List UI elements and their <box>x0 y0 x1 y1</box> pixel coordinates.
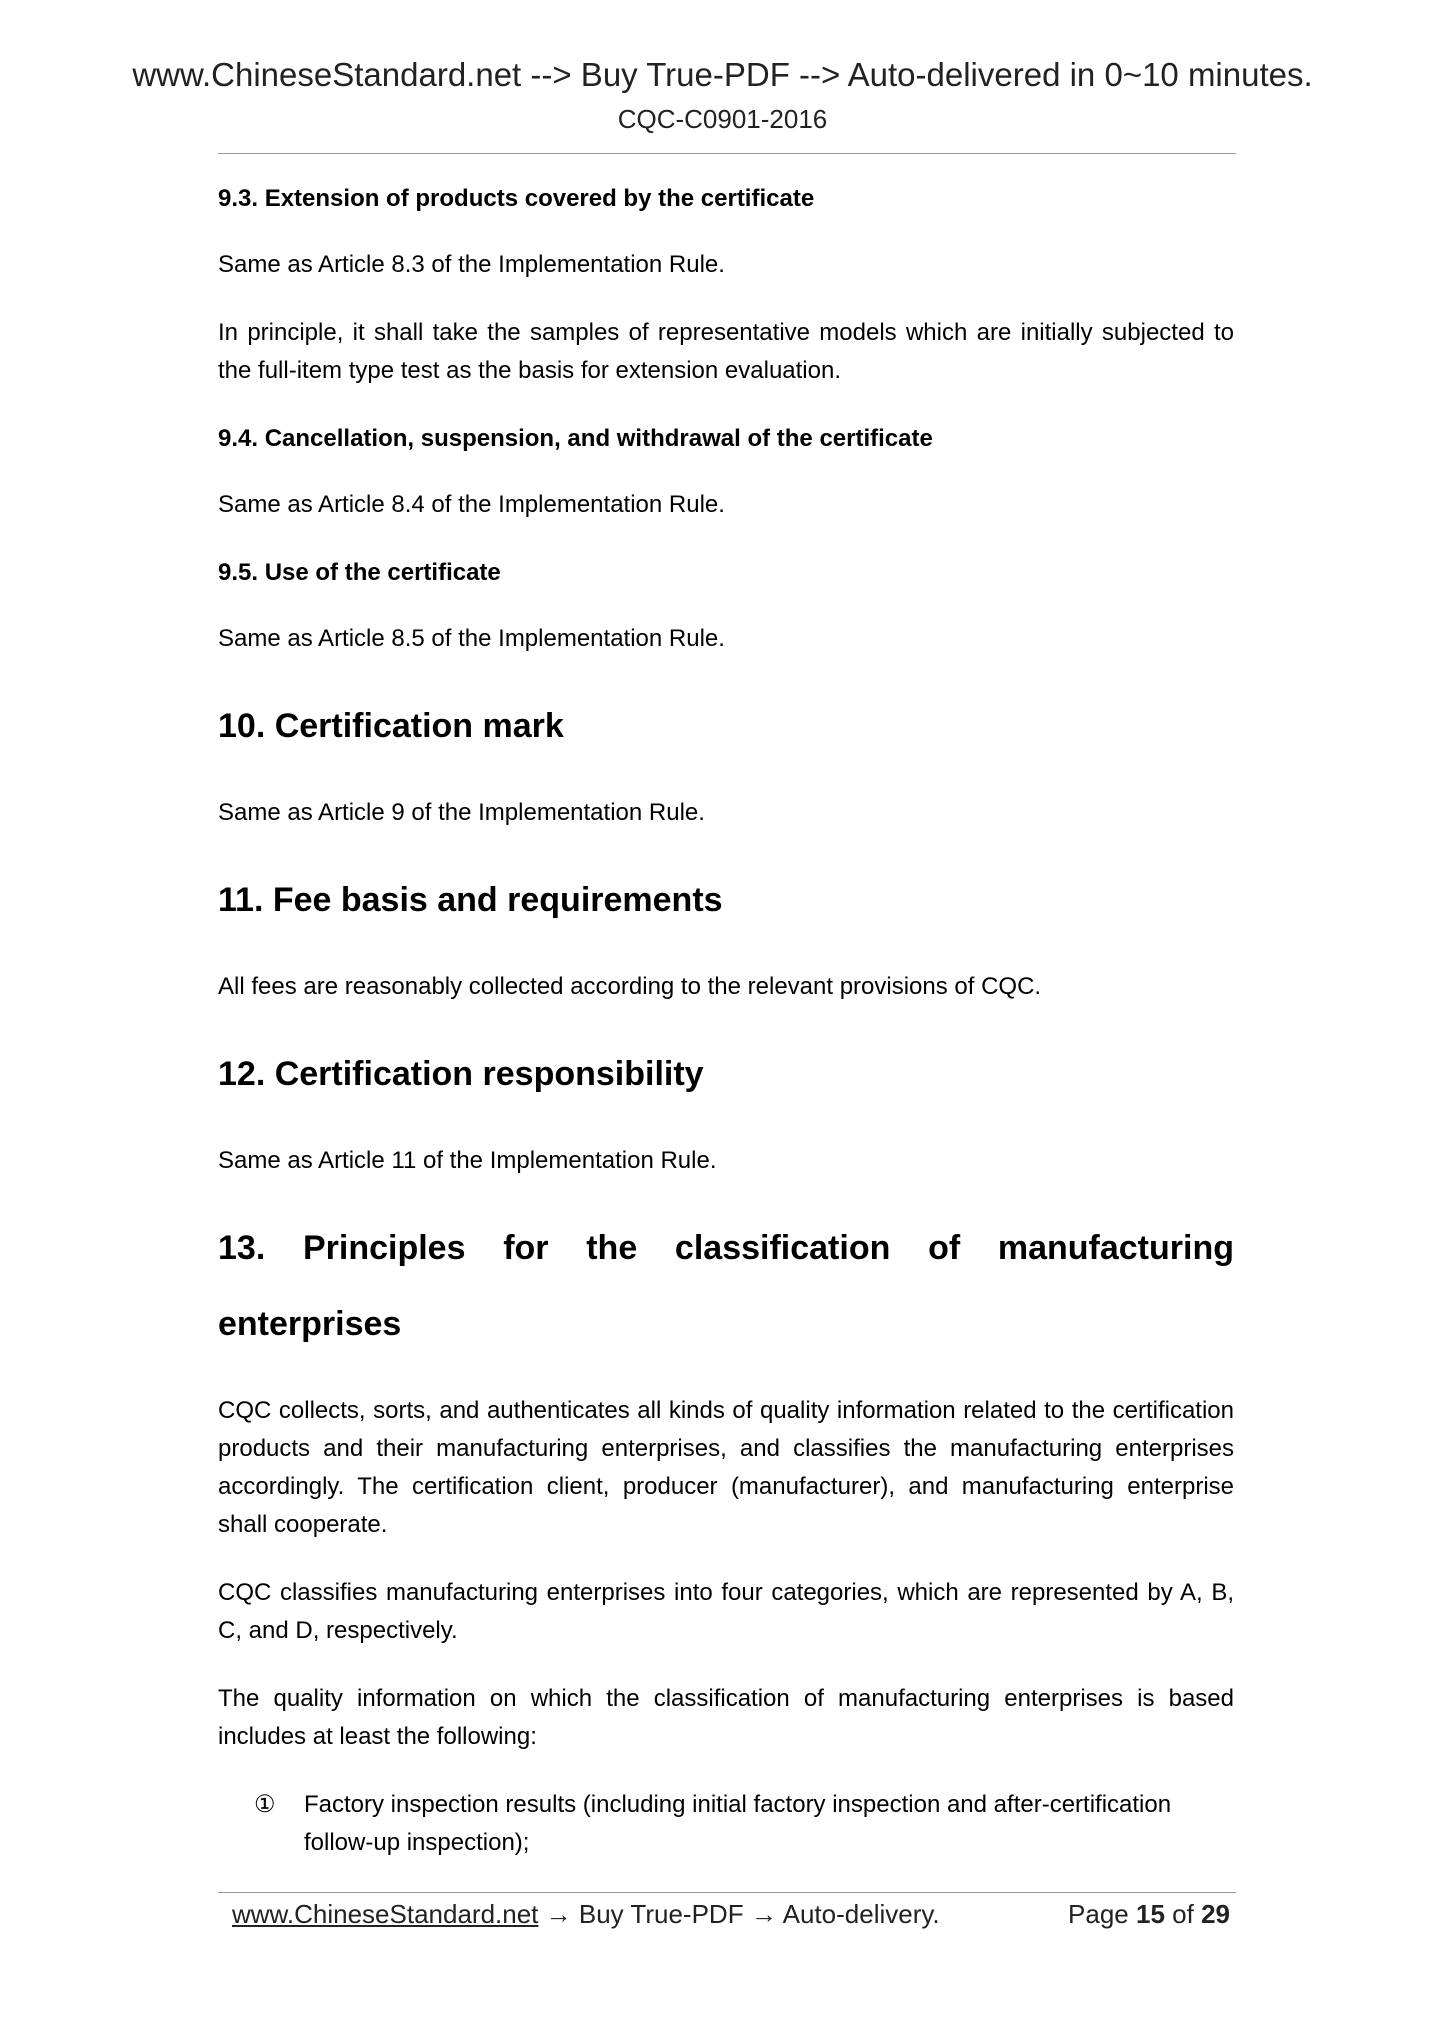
arrow-right-icon: → <box>545 1899 572 1929</box>
heading-13: 13. Principles for the classification of manufacturing enterprises <box>218 1229 1234 1343</box>
paragraph: Same as Article 8.4 of the Implementation Rule. <box>218 491 725 518</box>
list-item <box>218 1786 1234 1862</box>
of-label: of <box>1172 1899 1194 1929</box>
page-number: 15 <box>1136 1899 1165 1929</box>
paragraph: Same as Article 8.3 of the Implementation Rule. <box>218 251 725 278</box>
heading-9-5: 9.5. Use of the certificate <box>218 559 501 586</box>
heading-11: 11. Fee basis and requirements <box>218 881 723 919</box>
site-banner: www.ChineseStandard.net --> Buy True-PDF --> Auto-delivered in 0~10 minutes. <box>132 56 1313 93</box>
header-divider <box>218 153 1236 154</box>
page-content <box>218 180 1234 1862</box>
paragraph: In principle, it shall take the samples of representative models which are initially subjected to the full-item type test as the basis for extension evaluation. <box>218 319 1234 384</box>
heading-10: 10. Certification mark <box>218 707 564 745</box>
arrow-right-icon: → <box>750 1899 777 1929</box>
list-item-text: Factory inspection results (including initial factory inspection and after-certification follow-up inspection); <box>304 1791 1172 1856</box>
heading-12: 12. Certification responsibility <box>218 1055 704 1093</box>
paragraph: Same as Article 8.5 of the Implementation Rule. <box>218 625 725 652</box>
paragraph: The quality information on which the classification of manufacturing enterprises is based includes at least the following: <box>218 1685 1234 1750</box>
footer-promo <box>232 1894 940 1934</box>
page-total: 29 <box>1201 1899 1230 1929</box>
page-indicator <box>1068 1894 1230 1934</box>
footer-divider <box>218 1892 1236 1893</box>
heading-9-3: 9.3. Extension of products covered by the certificate <box>218 185 815 212</box>
paragraph: Same as Article 9 of the Implementation Rule. <box>218 799 705 826</box>
footer-site-link[interactable]: www.ChineseStandard.net <box>232 1899 539 1929</box>
page-footer <box>232 1894 1230 1934</box>
paragraph: CQC collects, sorts, and authenticates all kinds of quality information related to the certification products and their manufacturing enterprises, and classifies the manufacturing enterprises accordingly. The certification client, producer (manufacturer), and manufacturing enterprise shall cooperate. <box>218 1397 1234 1538</box>
paragraph: CQC classifies manufacturing enterprises into four categories, which are represented by A, B, C, and D, respectively. <box>218 1579 1234 1644</box>
page-label: Page <box>1068 1899 1129 1929</box>
list-marker: ① <box>254 1791 276 1818</box>
document-number: CQC-C0901-2016 <box>617 104 828 134</box>
footer-buy-text: Buy True-PDF <box>578 1899 744 1929</box>
paragraph: All fees are reasonably collected according to the relevant provisions of CQC. <box>218 973 1042 1000</box>
heading-9-4: 9.4. Cancellation, suspension, and withdrawal of the certificate <box>218 425 933 452</box>
footer-delivery-text: Auto-delivery. <box>782 1899 940 1929</box>
paragraph: Same as Article 11 of the Implementation Rule. <box>218 1147 717 1174</box>
